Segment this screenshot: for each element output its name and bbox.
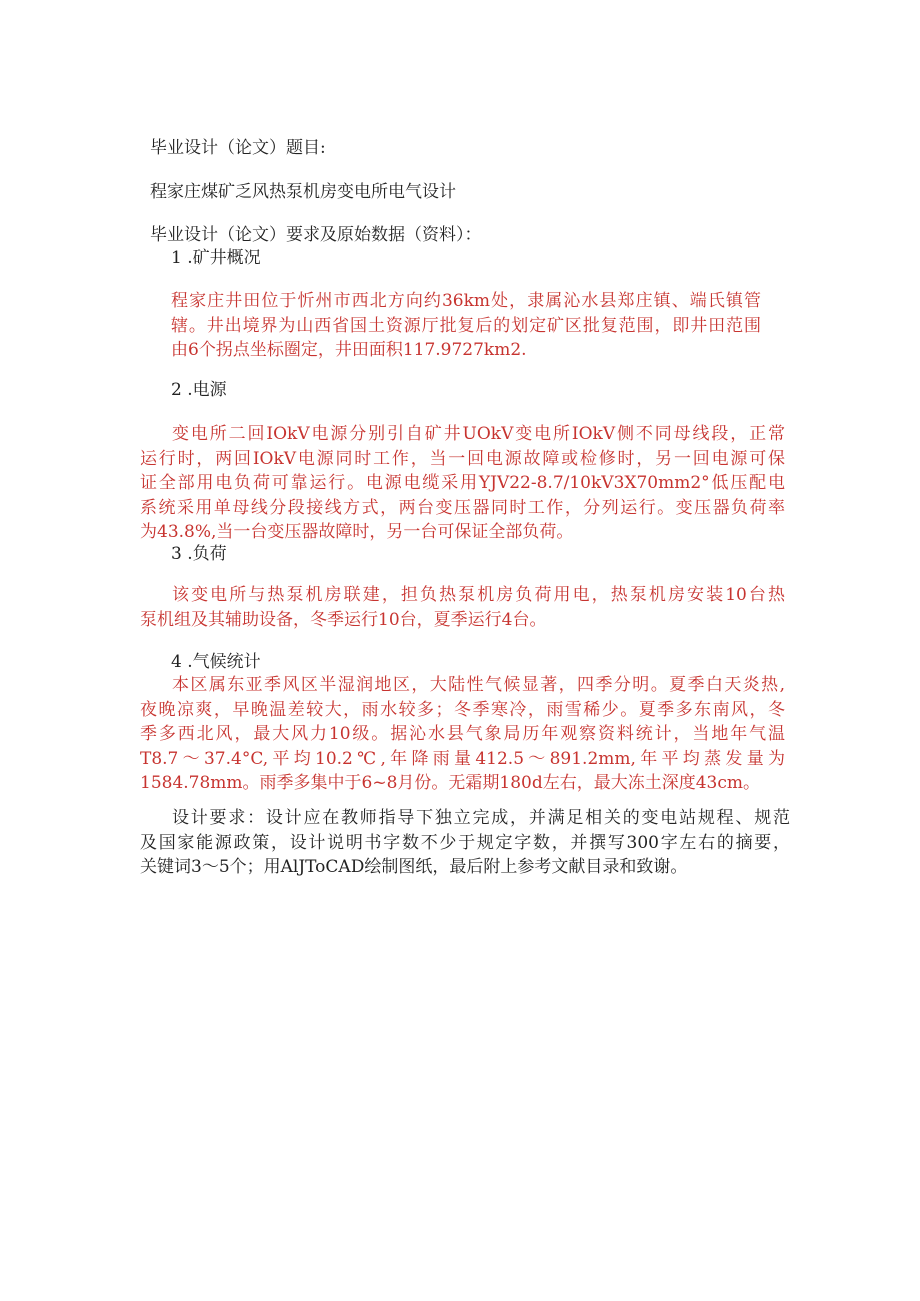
body-line: T8.7～37.4°C,平均10.2℃,年降雨量412.5～891.2mm,年平均蒸发量为 (140, 748, 785, 769)
body-line: 泵机组及其辅助设备，冬季运行10台，夏季运行4台。 (140, 609, 547, 630)
body-line: 证全部用电负荷可靠运行。电源电缆采用YJV22-8.7/10kV3X70mm2°低压配电 (140, 473, 785, 493)
body-line: 程家庄井田位于忻州市西北方向约36km处，隶属沁水县郑庄镇、端氏镇管 (171, 291, 761, 311)
body-line: 辖。井出境界为山西省国土资源厅批复后的划定矿区批复范围，即井田范围 (171, 315, 761, 336)
section-heading: 1 .矿井概况 (171, 248, 261, 268)
section-heading: 4 .气候统计 (171, 652, 261, 672)
body-line: 为43.8%,当一台变压器故障时，另一台可保证全部负荷。 (140, 522, 574, 542)
body-line: 及国家能源政策，设计说明书字数不少于规定字数，并撰写300字左右的摘要， (140, 832, 790, 853)
section-body (140, 422, 785, 545)
thesis-title: 程家庄煤矿乏风热泵机房变电所电气设计 (150, 182, 456, 202)
thesis-title-label: 毕业设计（论文）题目: (150, 138, 326, 158)
section-body (140, 583, 785, 632)
body-line: 关键词3～5个；用AlJToCAD绘制图纸，最后附上参考文献目录和致谢。 (140, 857, 688, 877)
body-line: 变电所二回IOkV电源分别引自矿井UOkV变电所IOkV侧不同母线段，正常 (172, 424, 785, 444)
section-heading: 2 .电源 (171, 380, 227, 400)
design-requirements (140, 806, 790, 880)
requirements-label: 毕业设计（论文）要求及原始数据（资料）： (150, 225, 482, 245)
section-body (171, 289, 761, 363)
body-line: 该变电所与热泵机房联建，担负热泵机房负荷用电，热泵机房安装10台热 (172, 585, 785, 605)
body-line: 1584.78mm。雨季多集中于6~8月份。无霜期180d左右，最大冻土深度43cm。 (140, 773, 761, 793)
body-line: 系统采用单母线分段接线方式，两台变压器同时工作，分列运行。变压器负荷率 (140, 497, 785, 518)
section-heading: 3 .负荷 (171, 544, 227, 564)
section-body (140, 673, 785, 796)
body-line: 设计要求：设计应在教师指导下独立完成，并满足相关的变电站规程、规范 (172, 808, 790, 828)
body-line: 季多西北风，最大风力10级。据沁水县气象局历年观察资料统计，当地年气温 (140, 724, 785, 744)
body-line: 本区属东亚季风区半湿润地区，大陆性气候显著，四季分明。夏季白天炎热, (172, 675, 785, 695)
body-line: 夜晚凉爽，早晚温差较大，雨水较多；冬季寒冷，雨雪稀少。夏季多东南风，冬 (140, 699, 785, 720)
body-line: 由6个拐点坐标圈定，井田面积117.9727km2. (171, 340, 527, 360)
body-line: 运行时，两回IOkV电源同时工作，当一回电源故障或检修时，另一回电源可保 (140, 448, 785, 469)
